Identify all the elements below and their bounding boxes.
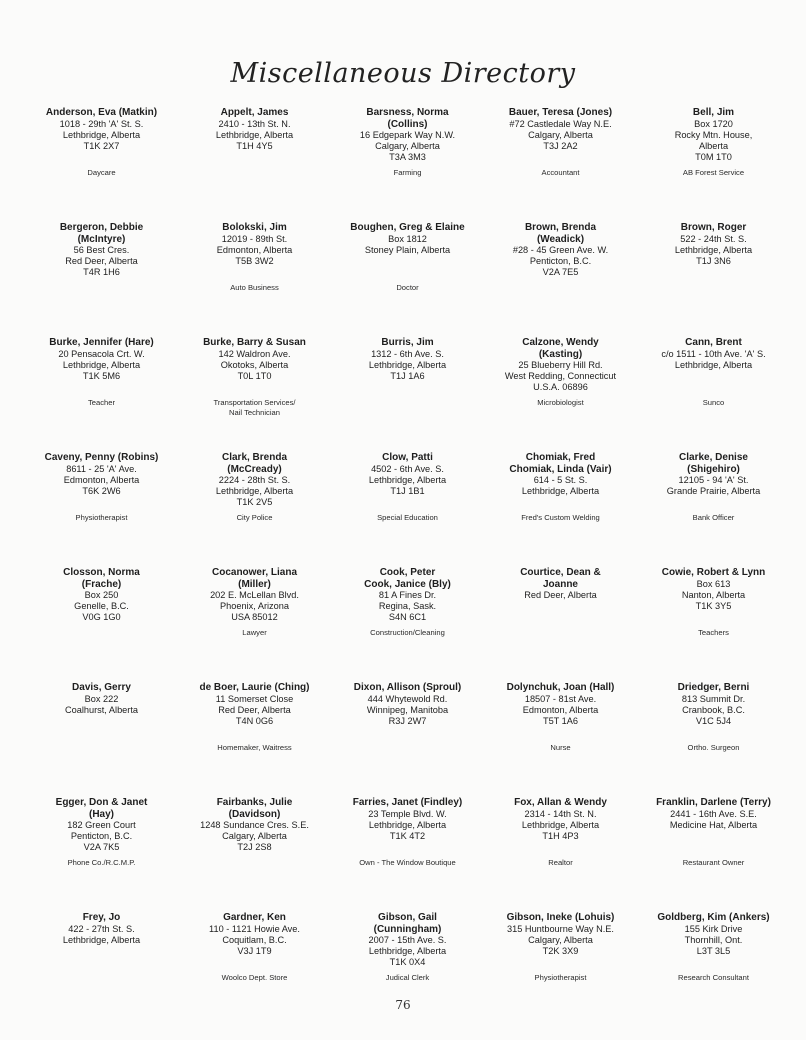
- directory-entry: [484, 682, 637, 797]
- entry-name: Fairbanks, Julie (Davidson): [216, 797, 293, 820]
- page-title: Miscellaneous Directory: [230, 58, 576, 89]
- entry-occupation: Physiotherapist: [75, 513, 128, 522]
- entry-address: 1248 Sundance Cres. S.E. Calgary, Alberta T2J 2S8: [200, 820, 309, 853]
- entry-name: Gibson, Gail (Cunningham): [373, 912, 442, 935]
- entry-name: Brown, Roger: [680, 222, 747, 233]
- directory-entry: [484, 222, 637, 337]
- entry-occupation: Fred's Custom Welding: [521, 513, 600, 522]
- entry-occupation: City Police: [236, 513, 273, 522]
- directory-entry: [331, 107, 484, 222]
- entry-name: Dolynchuk, Joan (Hall): [506, 682, 615, 693]
- entry-address: 2410 - 13th St. N. Lethbridge, Alberta T1H 4Y5: [215, 118, 294, 151]
- entry-name: Anderson, Eva (Matkin): [45, 107, 158, 118]
- directory-entry: [331, 567, 484, 682]
- entry-occupation: AB Forest Service: [682, 168, 745, 177]
- entry-occupation: Homemaker, Waitress: [217, 743, 292, 752]
- directory-entry: [331, 452, 484, 567]
- entry-name: Cocanower, Liana (Miller): [211, 567, 298, 590]
- entry-address: 315 Huntbourne Way N.E. Calgary, Alberta T2K 3X9: [507, 923, 614, 956]
- entry-name: Cowie, Robert & Lynn: [661, 567, 766, 578]
- entry-occupation: Woolco Dept. Store: [221, 973, 288, 982]
- entry-name: Boughen, Greg & Elaine: [350, 222, 465, 233]
- directory-entry: [331, 797, 484, 912]
- entry-name: Caveny, Penny (Robins): [44, 452, 159, 463]
- directory-entry: [484, 337, 637, 452]
- directory-entry: [178, 107, 331, 222]
- directory-entry: [25, 797, 178, 912]
- entry-name: Bergeron, Debbie (McIntyre): [59, 222, 144, 245]
- entry-occupation: Construction/Cleaning: [370, 628, 445, 637]
- entry-occupation: Phone Co./R.C.M.P.: [67, 858, 136, 867]
- entry-name: de Boer, Laurie (Ching): [199, 682, 310, 693]
- directory-entry: [637, 222, 790, 337]
- entry-address: 155 Kirk Drive Thornhill, Ont. L3T 3L5: [684, 923, 743, 956]
- entry-occupation: Nurse: [550, 743, 571, 752]
- entry-occupation: Daycare: [87, 168, 116, 177]
- directory-entry: [637, 797, 790, 912]
- directory-entry: [637, 107, 790, 222]
- entry-address: 11 Somerset Close Red Deer, Alberta T4N 0G6: [215, 693, 294, 726]
- entry-address: 2007 - 15th Ave. S. Lethbridge, Alberta T1K 0X4: [368, 935, 447, 968]
- entry-address: 4502 - 6th Ave. S. Lethbridge, Alberta T1J 1B1: [368, 463, 447, 496]
- entry-name: Bauer, Teresa (Jones): [508, 107, 613, 118]
- directory-entry: [637, 682, 790, 797]
- entry-name: Farries, Janet (Findley): [352, 797, 463, 808]
- entry-occupation: Farming: [393, 168, 422, 177]
- entry-occupation: Restaurant Owner: [682, 858, 745, 867]
- entry-address: 16 Edgepark Way N.W. Calgary, Alberta T3A 3M3: [359, 130, 456, 163]
- directory-entry: [178, 797, 331, 912]
- entry-name: Dixon, Allison (Sproul): [353, 682, 462, 693]
- directory-entry: [331, 682, 484, 797]
- entry-address: 12019 - 89th St. Edmonton, Alberta T5B 3W2: [216, 233, 293, 266]
- entry-address: Box 250 Genelle, B.C. V0G 1G0: [74, 590, 129, 623]
- entry-address: 202 E. McLellan Blvd. Phoenix, Arizona USA 85012: [210, 590, 299, 623]
- entry-address: 20 Pensacola Crt. W. Lethbridge, Alberta T1K 5M6: [58, 348, 145, 381]
- entry-occupation: Special Education: [377, 513, 438, 522]
- entry-name: Driedger, Berni: [677, 682, 750, 693]
- entry-name: Brown, Brenda (Weadick): [524, 222, 597, 245]
- directory-entry: [178, 452, 331, 567]
- entry-address: 813 Summit Dr. Cranbook, B.C. V1C 5J4: [681, 693, 746, 726]
- entry-name: Fox, Allan & Wendy: [514, 797, 607, 808]
- entry-address: 1018 - 29th 'A' St. S. Lethbridge, Alberta T1K 2X7: [59, 118, 144, 151]
- entry-address: c/o 1511 - 10th Ave. 'A' S. Lethbridge, Alberta: [661, 348, 766, 370]
- entry-address: 12105 - 94 'A' St. Grande Prairie, Alberta: [666, 475, 761, 497]
- entry-address: 23 Temple Blvd. W. Lethbridge, Alberta T1K 4T2: [368, 808, 447, 841]
- entry-name: Appelt, James: [220, 107, 289, 118]
- entry-name: Clow, Patti: [382, 452, 433, 463]
- entry-name: Barsness, Norma (Collins): [366, 107, 449, 130]
- entry-name: Davis, Gerry: [72, 682, 131, 693]
- entry-name: Courtice, Dean & Joanne: [520, 567, 601, 590]
- entry-name: Bell, Jim: [692, 107, 735, 118]
- directory-entry: [484, 797, 637, 912]
- entry-address: #28 - 45 Green Ave. W. Penticton, B.C. V2A 7E5: [512, 245, 609, 278]
- directory-entry: [178, 222, 331, 337]
- entry-address: 25 Blueberry Hill Rd. West Redding, Connecticut U.S.A. 06896: [504, 360, 617, 393]
- entry-address: 2441 - 16th Ave. S.E. Medicine Hat, Alberta: [669, 808, 758, 830]
- entry-address: 8611 - 25 'A' Ave. Edmonton, Alberta T6K 2W6: [63, 463, 140, 496]
- entry-address: Red Deer, Alberta: [524, 590, 597, 600]
- entry-name: Franklin, Darlene (Terry): [656, 797, 771, 808]
- entry-occupation: Microbiologist: [537, 398, 584, 407]
- entry-occupation: Doctor: [396, 283, 419, 292]
- entry-name: Chomiak, Fred Chomiak, Linda (Vair): [509, 452, 612, 475]
- entry-occupation: Teachers: [698, 628, 729, 637]
- entry-name: Egger, Don & Janet (Hay): [55, 797, 148, 820]
- directory-entry: [637, 567, 790, 682]
- entry-occupation: Research Consultant: [678, 973, 749, 982]
- entry-occupation: Judical Clerk: [385, 973, 430, 982]
- entry-name: Calzone, Wendy (Kasting): [522, 337, 599, 360]
- directory-entry: [637, 337, 790, 452]
- directory-entry: [178, 337, 331, 452]
- entry-address: Box 222 Coalhurst, Alberta: [64, 693, 139, 715]
- entry-name: Cook, Peter Cook, Janice (Bly): [364, 567, 451, 590]
- entry-address: 2314 - 14th St. N. Lethbridge, Alberta T1H 4P3: [521, 808, 600, 841]
- entry-address: 522 - 24th St. S. Lethbridge, Alberta T1J 3N6: [674, 233, 753, 266]
- directory-entry: [637, 452, 790, 567]
- entry-occupation: Teacher: [87, 398, 115, 407]
- entry-address: 110 - 1121 Howie Ave. Coquitlam, B.C. V3J 1T9: [209, 923, 300, 956]
- directory-entry: [178, 567, 331, 682]
- entry-name: Bolokski, Jim: [222, 222, 287, 233]
- directory-entry: [25, 682, 178, 797]
- entry-name: Burke, Jennifer (Hare): [49, 337, 154, 348]
- page-number: 76: [395, 998, 411, 1012]
- entry-name: Gibson, Ineke (Lohuis): [506, 912, 615, 923]
- entry-occupation: Own - The Window Boutique: [359, 858, 456, 867]
- entry-address: 422 - 27th St. S. Lethbridge, Alberta: [62, 923, 141, 945]
- directory-entry: [331, 222, 484, 337]
- entry-name: Frey, Jo: [82, 912, 121, 923]
- entry-address: 182 Green Court Penticton, B.C. V2A 7K5: [67, 820, 136, 853]
- directory-entry: [484, 567, 637, 682]
- directory-entry: [484, 452, 637, 567]
- entry-occupation: Transportation Services/ Nail Technician: [213, 398, 296, 417]
- entry-occupation: Ortho. Surgeon: [687, 743, 740, 752]
- entry-address: Box 1720 Rocky Mtn. House, Alberta T0M 1T0: [674, 118, 753, 163]
- directory-entry: [25, 222, 178, 337]
- entry-occupation: Physiotherapist: [534, 973, 587, 982]
- entry-address: 18507 - 81st Ave. Edmonton, Alberta T5T 1A6: [522, 693, 599, 726]
- directory-entry: [25, 337, 178, 452]
- entry-name: Clark, Brenda (McCready): [221, 452, 288, 475]
- entry-address: 56 Best Cres. Red Deer, Alberta T4R 1H6: [65, 245, 138, 278]
- entry-name: Closson, Norma (Frache): [63, 567, 140, 590]
- entry-address: Box 1812 Stoney Plain, Alberta: [364, 233, 451, 255]
- entry-address: 444 Whytewold Rd. Winnipeg, Manitoba R3J 2W7: [366, 693, 449, 726]
- directory-entry: [484, 107, 637, 222]
- entry-address: 142 Waldron Ave. Okotoks, Alberta T0L 1T0: [218, 348, 291, 381]
- entry-occupation: Bank Officer: [692, 513, 735, 522]
- entry-name: Goldberg, Kim (Ankers): [657, 912, 770, 923]
- entry-address: #72 Castledale Way N.E. Calgary, Alberta T3J 2A2: [509, 118, 612, 151]
- entry-occupation: Realtor: [548, 858, 573, 867]
- entry-occupation: Lawyer: [242, 628, 267, 637]
- directory-grid: [25, 107, 790, 1027]
- entry-occupation: Sunco: [702, 398, 725, 407]
- entry-address: 2224 - 28th St. S. Lethbridge, Alberta T1K 2V5: [215, 475, 294, 508]
- entry-name: Burris, Jim: [381, 337, 434, 348]
- directory-entry: [25, 567, 178, 682]
- entry-name: Burke, Barry & Susan: [203, 337, 306, 348]
- directory-entry: [331, 337, 484, 452]
- entry-name: Cann, Brent: [685, 337, 742, 348]
- entry-address: 81 A Fines Dr. Regina, Sask. S4N 6C1: [378, 590, 437, 623]
- directory-entry: [178, 682, 331, 797]
- directory-entry: [25, 452, 178, 567]
- entry-address: Box 613 Nanton, Alberta T1K 3Y5: [681, 578, 746, 611]
- entry-occupation: Auto Business: [230, 283, 279, 292]
- entry-name: Clarke, Denise (Shigehiro): [679, 452, 748, 475]
- directory-entry: [25, 107, 178, 222]
- entry-name: Gardner, Ken: [223, 912, 286, 923]
- entry-address: 614 - 5 St. S. Lethbridge, Alberta: [521, 475, 600, 497]
- entry-address: 1312 - 6th Ave. S. Lethbridge, Alberta T1J 1A6: [368, 348, 447, 381]
- entry-occupation: Accountant: [541, 168, 580, 177]
